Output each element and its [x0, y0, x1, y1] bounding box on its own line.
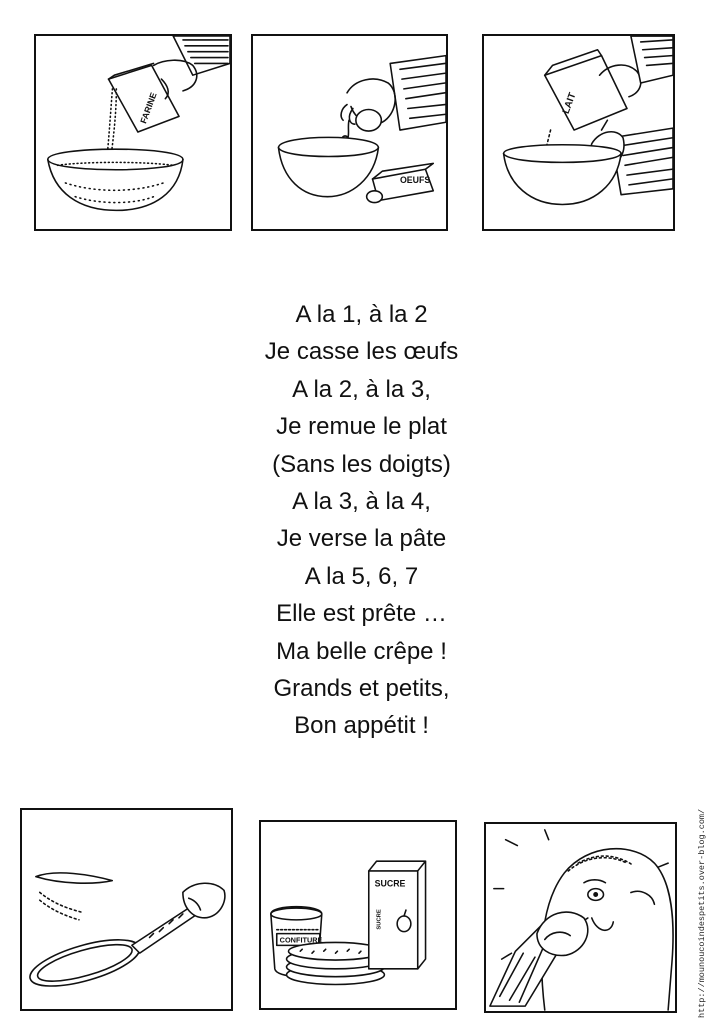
- illustration-flip-crepe: [20, 808, 233, 1011]
- milk-carton-label: LAIT: [560, 91, 579, 116]
- sugar-box-label: SUCRE: [374, 878, 406, 889]
- poem-line: Je casse les œufs: [264, 338, 459, 366]
- illustration-jam-crepes-sugar: [259, 820, 457, 1010]
- illustration-break-eggs: [251, 34, 448, 231]
- source-credit: http://mounoucoindespetits.over-blog.com/: [697, 808, 707, 1018]
- sugar-box-side-label: SUCRE: [376, 909, 383, 930]
- poem-line: Je verse la pâte: [276, 525, 447, 553]
- illustration-pour-milk: [482, 34, 675, 231]
- flour-bag-label: FARINE: [138, 91, 159, 125]
- poem-line: (Sans les doigts): [272, 450, 451, 478]
- illustration-pour-flour: [34, 34, 232, 231]
- poem-line: Bon appétit !: [294, 712, 429, 740]
- poem-line: Elle est prête …: [276, 600, 447, 628]
- illustration-eat-crepe: [484, 822, 677, 1013]
- poem-line: A la 1, à la 2: [295, 301, 428, 328]
- poem-line: Ma belle crêpe !: [276, 637, 447, 665]
- egg-box-label: OEUFS: [399, 174, 431, 185]
- jam-jar-label: CONFITURE: [279, 935, 323, 945]
- poem-line: A la 5, 6, 7: [304, 562, 419, 590]
- poem: [0, 296, 723, 745]
- poem-line: Je remue le plat: [276, 413, 447, 441]
- poem-line: A la 3, à la 4,: [292, 488, 431, 516]
- poem-line: Grands et petits,: [273, 675, 450, 703]
- poem-line: A la 2, à la 3,: [292, 375, 431, 403]
